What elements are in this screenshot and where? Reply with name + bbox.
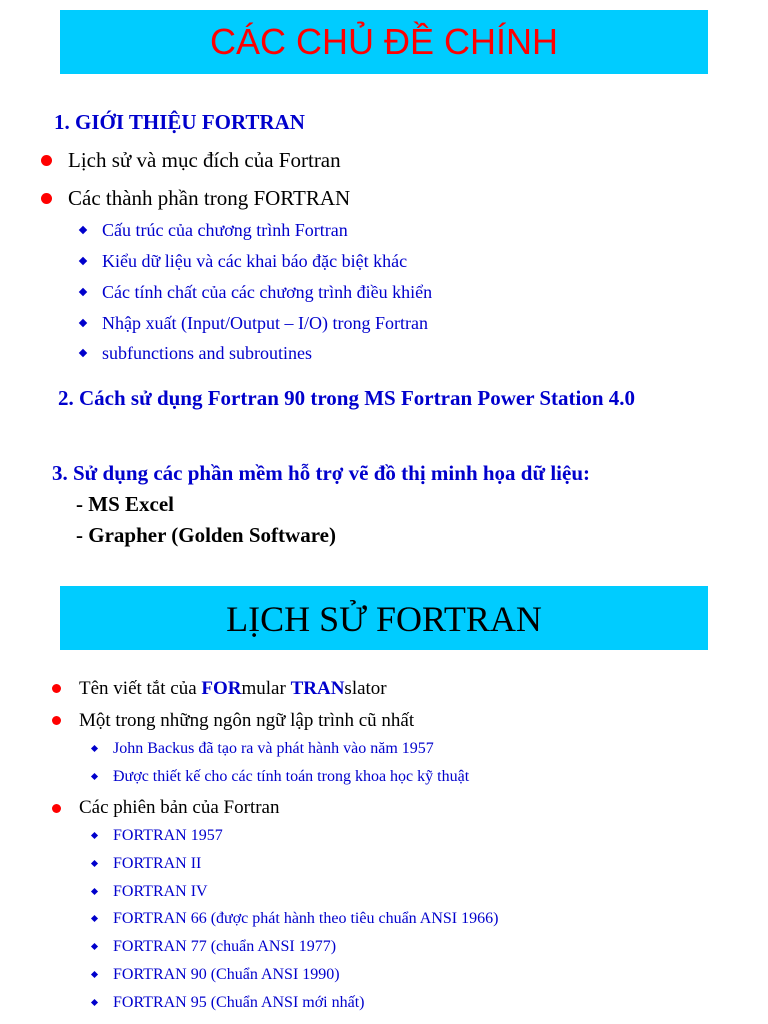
version-item: FORTRAN 1957: [113, 827, 223, 844]
bullet-text-pre: Tên viết tắt của: [79, 678, 202, 699]
diamond-bullet-icon: [79, 288, 87, 296]
diamond-bullet-icon: [79, 257, 87, 265]
slide1-title-banner: [60, 10, 708, 74]
bullet-dot-icon: [52, 804, 61, 813]
version-item: FORTRAN 90 (Chuẩn ANSI 1990): [113, 966, 340, 983]
bullet-text-mid: mular: [241, 678, 291, 699]
slide1-sub-bullet: Các tính chất của các chương trình điều khiển: [102, 282, 433, 302]
version-item: FORTRAN 77 (chuẩn ANSI 1977): [113, 938, 337, 955]
diamond-bullet-icon: [91, 971, 98, 978]
version-item: FORTRAN 95 (Chuẩn ANSI mới nhất): [113, 994, 365, 1011]
diamond-bullet-icon: [79, 349, 87, 357]
diamond-bullet-icon: [91, 888, 98, 895]
acronym-tran: TRAN: [290, 678, 345, 699]
bullet-dot-icon: [52, 716, 61, 725]
diamond-bullet-icon: [91, 943, 98, 950]
section3-item: - MS Excel: [76, 492, 174, 516]
diamond-bullet-icon: [79, 226, 87, 234]
diamond-bullet-icon: [79, 319, 87, 327]
slide1-sub-bullet: Cấu trúc của chương trình Fortran: [102, 220, 348, 240]
version-item: FORTRAN II: [113, 855, 202, 872]
slide2-bullet: Một trong những ngôn ngữ lập trình cũ nhất: [79, 710, 415, 731]
section3-item: - Grapher (Golden Software): [76, 523, 336, 547]
section2-heading: 2. Cách sử dụng Fortran 90 trong MS Fortran Power Station 4.0: [58, 386, 636, 410]
slide2-sub-bullet: John Backus đã tạo ra và phát hành vào năm 1957: [113, 740, 434, 757]
section3-heading: 3. Sử dụng các phần mềm hỗ trợ vẽ đồ thị minh họa dữ liệu:: [52, 461, 590, 485]
bullet-text-post: slator: [344, 678, 387, 699]
bullet-dot-icon: [41, 193, 52, 204]
slide2-title-banner: [60, 586, 708, 650]
bullet-dot-icon: [52, 684, 61, 693]
diamond-bullet-icon: [91, 915, 98, 922]
diamond-bullet-icon: [91, 999, 98, 1006]
bullet-dot-icon: [41, 155, 52, 166]
slide1-bullet: Các thành phần trong FORTRAN: [68, 186, 351, 210]
version-item: FORTRAN 66 (được phát hành theo tiêu chuẩn ANSI 1966): [113, 910, 499, 927]
slide1-title: CÁC CHỦ ĐỀ CHÍNH: [209, 21, 558, 62]
slide1-bullet: Lịch sử và mục đích của Fortran: [68, 148, 341, 172]
diamond-bullet-icon: [91, 745, 98, 752]
slide1-sub-bullet: subfunctions and subroutines: [102, 343, 312, 363]
acronym-for: FOR: [201, 678, 242, 699]
slide1-sub-bullet: Kiểu dữ liệu và các khai báo đặc biệt khác: [102, 251, 408, 271]
slide2-title: LỊCH SỬ FORTRAN: [226, 599, 542, 639]
diamond-bullet-icon: [91, 773, 98, 780]
slide2-bullet-acronym: [79, 678, 387, 700]
slide1-sub-bullet: Nhập xuất (Input/Output – I/O) trong Fortran: [102, 313, 428, 333]
diamond-bullet-icon: [91, 860, 98, 867]
diamond-bullet-icon: [91, 832, 98, 839]
version-item: FORTRAN IV: [113, 883, 208, 900]
section1-heading: 1. GIỚI THIỆU FORTRAN: [54, 110, 305, 134]
slide2-sub-bullet: Được thiết kế cho các tính toán trong khoa học kỹ thuật: [113, 768, 470, 785]
slide2-bullet: Các phiên bản của Fortran: [79, 797, 280, 818]
